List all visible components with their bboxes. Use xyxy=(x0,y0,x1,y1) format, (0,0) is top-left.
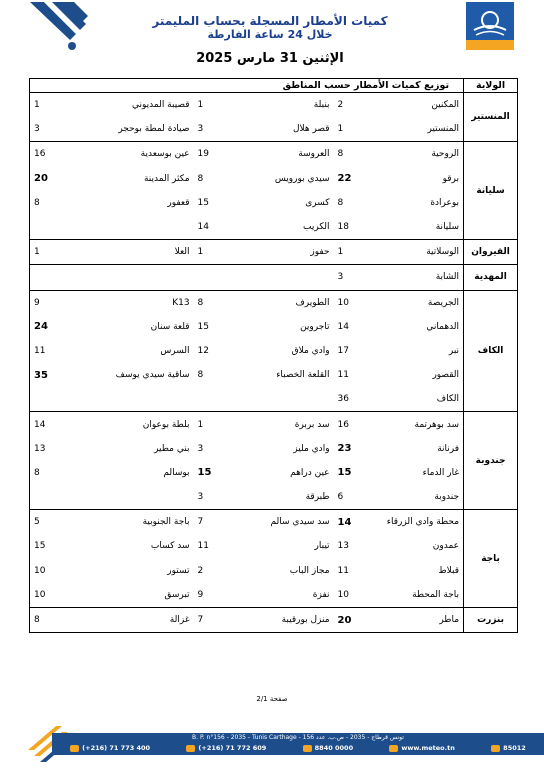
table-row xyxy=(30,583,518,608)
table-row xyxy=(30,437,518,461)
station-name: الكاف xyxy=(436,394,460,405)
governorate-cell: المهدية xyxy=(464,265,518,290)
station-name: فرنانة xyxy=(437,443,460,454)
table-row xyxy=(30,485,518,510)
table-row xyxy=(30,215,518,240)
station-name: برقو xyxy=(442,173,460,184)
table-row xyxy=(30,167,518,191)
station-name: قعفور xyxy=(167,197,190,208)
rainfall-value: 10 xyxy=(30,559,86,583)
table-row xyxy=(30,265,518,290)
station-name: سد بوهرتمة xyxy=(382,412,464,437)
rainfall-value: 11 xyxy=(197,541,209,552)
station-name xyxy=(86,485,194,510)
station-name: بلطة بوعوان xyxy=(86,412,194,437)
rainfall-value: 12 xyxy=(197,345,209,356)
footer-code: 85012 xyxy=(491,742,526,755)
rainfall-value: 3 xyxy=(30,117,86,142)
station-name: العلا xyxy=(86,240,194,265)
rainfall-value: 1 xyxy=(30,240,86,265)
station-name: السرس xyxy=(160,345,190,356)
rainfall-value: 5 xyxy=(30,510,86,535)
rainfall-value xyxy=(30,485,86,510)
station-name: قلعة سنان xyxy=(150,321,190,332)
rainfall-value: 15 xyxy=(197,321,209,332)
station-name: صيادة لمطة بوحجر xyxy=(118,124,190,135)
station-name: طبرقة xyxy=(305,492,330,503)
globe-icon xyxy=(389,745,398,752)
table-row xyxy=(30,240,518,265)
station-name: الكريب xyxy=(303,222,330,233)
rainfall-value: 8 xyxy=(197,173,204,184)
table-row xyxy=(30,461,518,485)
station-name xyxy=(86,265,194,290)
station-name: المنستير xyxy=(427,124,460,135)
governorate-cell: سليانة xyxy=(464,142,518,240)
rainfall-value: 1 xyxy=(337,124,344,135)
station-name: مكثر المدينة xyxy=(143,173,190,184)
header-distribution: توزيع كميات الأمطار حسب المناطق xyxy=(30,79,464,93)
decorative-stripes-logo xyxy=(30,2,90,52)
station-name: تيبار xyxy=(314,541,330,552)
rainfall-value: 11 xyxy=(30,339,86,363)
station-name: القصور xyxy=(432,370,460,381)
table-row xyxy=(30,412,518,437)
rainfall-value: 14 xyxy=(334,510,382,535)
sms-icon xyxy=(491,745,500,752)
rainfall-value: 15 xyxy=(337,467,352,479)
rainfall-value: 19 xyxy=(194,142,244,167)
table-header-row xyxy=(30,79,518,93)
station-name: الشابة xyxy=(382,265,464,290)
station-name: نبر xyxy=(448,345,460,356)
table-row xyxy=(30,142,518,167)
station-name: جندوبة xyxy=(434,492,460,503)
station-name xyxy=(86,215,194,240)
rainfall-value: 14 xyxy=(337,321,349,332)
footer-website[interactable]: www.meteo.tn xyxy=(389,742,454,755)
station-name: مجاز الباب xyxy=(289,565,330,576)
rainfall-table xyxy=(29,78,518,633)
table-row xyxy=(30,363,518,387)
footer-phone1: (+216) 71 773 400 xyxy=(70,742,150,755)
station-name: عين دراهم xyxy=(290,467,330,478)
station-name: بني مطير xyxy=(154,443,190,454)
rainfall-value: 1 xyxy=(194,240,244,265)
governorate-cell: المنستير xyxy=(464,93,518,142)
rainfall-value: 22 xyxy=(337,173,352,185)
station-name: بنبلة xyxy=(244,93,334,118)
rainfall-value: 3 xyxy=(197,492,204,503)
rainfall-value: 7 xyxy=(194,607,244,632)
station-name: سد كساب xyxy=(150,541,190,552)
rainfall-value: 23 xyxy=(337,443,352,455)
rainfall-value: 10 xyxy=(30,583,86,608)
rainfall-value: 2 xyxy=(197,565,204,576)
institute-meteo-logo xyxy=(466,2,514,50)
phone-icon xyxy=(70,745,79,752)
table-row xyxy=(30,510,518,535)
station-name: سيدي بورويس xyxy=(274,173,330,184)
rainfall-value: 36 xyxy=(337,394,349,405)
station-name: تاجروين xyxy=(300,321,330,332)
report-date: الإثنين 31 مارس 2025 xyxy=(196,51,344,66)
station-name: الوسلاتية xyxy=(382,240,464,265)
rainfall-value: 20 xyxy=(30,167,86,191)
station-name: باجة المحطة xyxy=(412,589,460,600)
station-name: سد سيدي سالم xyxy=(244,510,334,535)
rainfall-value: 11 xyxy=(337,565,349,576)
station-name xyxy=(86,387,194,412)
footer-address: B. P. n°156 - 2035 - Tunis Carthage - تونس قرطاج - 2035 - ص.ب. عدد 156 xyxy=(52,733,544,742)
table-row xyxy=(30,191,518,215)
station-name: قصيبة المديوني xyxy=(86,93,194,118)
rainfall-value: 18 xyxy=(337,222,349,233)
station-name: باجة الجنوبية xyxy=(86,510,194,535)
table-row xyxy=(30,607,518,632)
rainfall-value: 24 xyxy=(30,315,86,339)
station-name: بوسالم xyxy=(163,467,190,478)
station-name: غزالة xyxy=(86,607,194,632)
governorate-cell: باجة xyxy=(464,510,518,608)
station-name: عين بوسعدية xyxy=(86,142,194,167)
rainfall-value: 8 xyxy=(194,290,244,315)
table-row xyxy=(30,117,518,142)
rainfall-value: 10 xyxy=(334,290,382,315)
footer-contacts xyxy=(52,742,544,755)
rainfall-value: 15 xyxy=(197,197,209,208)
station-name: ماطر xyxy=(382,607,464,632)
table-row xyxy=(30,339,518,363)
rainfall-value: 10 xyxy=(337,589,349,600)
rainfall-value: 3 xyxy=(197,443,204,454)
table-row xyxy=(30,534,518,558)
rainfall-value: 1 xyxy=(334,240,382,265)
rainfall-value: 9 xyxy=(197,589,204,600)
rainfall-value: 6 xyxy=(337,492,344,503)
station-name xyxy=(244,265,334,290)
rainfall-value: 3 xyxy=(197,124,204,135)
rainfall-value: 35 xyxy=(30,363,86,387)
rainfall-value: 8 xyxy=(334,142,382,167)
station-name: بوعرادة xyxy=(430,197,460,208)
rainfall-value xyxy=(30,265,86,290)
station-name: غار الدماء xyxy=(422,467,460,478)
rainfall-value: 13 xyxy=(30,437,86,461)
rainfall-value: 20 xyxy=(334,607,382,632)
rainfall-value: 14 xyxy=(197,222,209,233)
rainfall-value: 15 xyxy=(197,467,212,479)
table-row xyxy=(30,559,518,583)
rainfall-value: 14 xyxy=(30,412,86,437)
rainfall-value xyxy=(30,387,86,412)
rainfall-value: 3 xyxy=(334,265,382,290)
station-name: عمدون xyxy=(432,541,460,552)
governorate-cell: جندوبة xyxy=(464,412,518,510)
governorate-cell: القيروان xyxy=(464,240,518,265)
station-name: وادي مليز xyxy=(293,443,330,454)
station-name: نفزة xyxy=(312,589,330,600)
station-name: سليانة xyxy=(435,222,460,233)
page-title: كميات الأمطار المسجلة بحساب المليمتر xyxy=(152,14,388,28)
rainfall-value: 17 xyxy=(337,345,349,356)
station-name: العروسة xyxy=(244,142,334,167)
station-name: K13 xyxy=(86,290,194,315)
footer-phone2: (+216) 71 772 609 xyxy=(186,742,266,755)
table-row xyxy=(30,315,518,339)
station-name: ساقية سيدي يوسف xyxy=(115,370,190,381)
rainfall-value: 8 xyxy=(30,607,86,632)
rainfall-value: 1 xyxy=(30,93,86,118)
station-name: منزل بورقيبة xyxy=(244,607,334,632)
rainfall-value: 15 xyxy=(30,534,86,558)
rainfall-value: 9 xyxy=(30,290,86,315)
rainfall-value: 8 xyxy=(30,461,86,485)
station-name: وادي ملاق xyxy=(291,345,330,356)
table-row xyxy=(30,290,518,315)
rainfall-value: 1 xyxy=(194,412,244,437)
rainfall-value: 7 xyxy=(194,510,244,535)
rainfall-value: 1 xyxy=(194,93,244,118)
governorate-cell: بنزرت xyxy=(464,607,518,632)
rainfall-value: 8 xyxy=(30,191,86,215)
rainfall-value: 16 xyxy=(30,142,86,167)
table-row xyxy=(30,93,518,118)
page-number: صفحة 2/1 xyxy=(256,695,288,703)
station-name: تبرسق xyxy=(164,589,190,600)
rainfall-value: 8 xyxy=(337,197,344,208)
station-name: تستور xyxy=(167,565,190,576)
station-name: حفوز xyxy=(244,240,334,265)
station-name: سد بربرة xyxy=(244,412,334,437)
rainfall-value xyxy=(30,215,86,240)
header-governorate: الولاية xyxy=(464,79,518,93)
station-name: القلعة الخصباء xyxy=(276,370,330,381)
rainfall-value xyxy=(194,387,244,412)
page-subtitle: خلال 24 ساعة الفارطة xyxy=(207,28,333,41)
station-name: الدهماني xyxy=(426,321,460,332)
station-name: كسرى xyxy=(305,197,330,208)
table-row xyxy=(30,387,518,412)
rainfall-value: 16 xyxy=(334,412,382,437)
station-name: الجريصة xyxy=(382,290,464,315)
governorate-cell: الكاف xyxy=(464,290,518,412)
station-name xyxy=(244,387,334,412)
station-name: المكنين xyxy=(382,93,464,118)
rainfall-value: 8 xyxy=(197,370,204,381)
rainfall-value: 11 xyxy=(337,370,349,381)
call-icon xyxy=(303,745,312,752)
fax-icon xyxy=(186,745,195,752)
rainfall-value: 2 xyxy=(334,93,382,118)
footer-phone3: 8840 0000 xyxy=(303,742,353,755)
station-name: الطويرف xyxy=(244,290,334,315)
station-name: الروحية xyxy=(382,142,464,167)
rainfall-value xyxy=(194,265,244,290)
station-name: محطة وادي الزرقاء xyxy=(382,510,464,535)
station-name: قبلاط xyxy=(438,565,460,576)
rainfall-value: 13 xyxy=(337,541,349,552)
station-name: قصر هلال xyxy=(292,124,330,135)
